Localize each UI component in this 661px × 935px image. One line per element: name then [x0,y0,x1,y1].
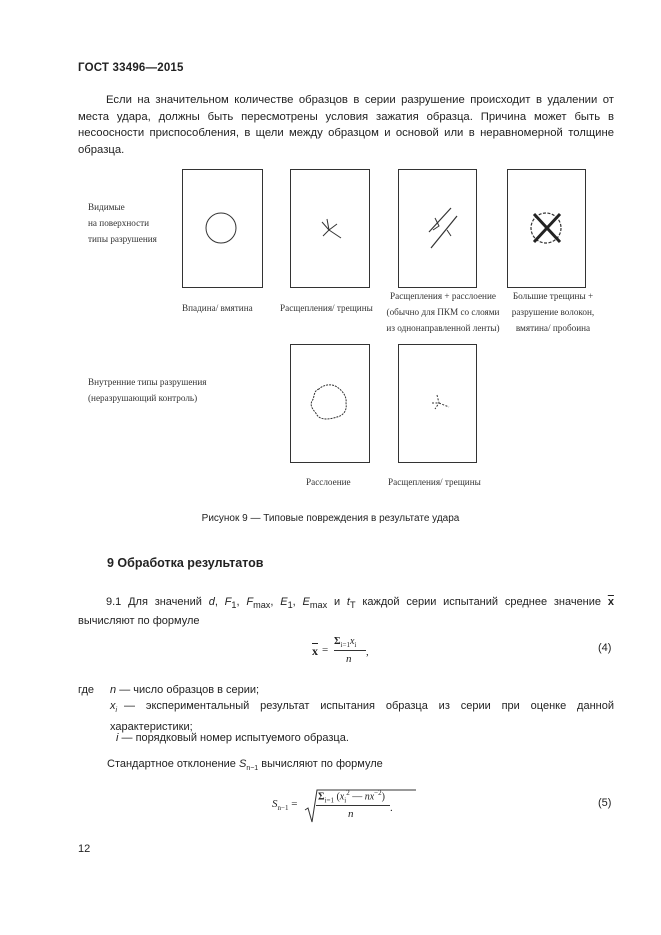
cracks-drawing [291,170,369,287]
std-dev-text: Стандартное отклонение $S_{n-1}$ вычисляют по формуле [107,758,383,773]
figure-box-cracks [290,169,370,288]
caption-cracks: Расщепления/ трещины [280,303,373,313]
split-delam-drawing [399,170,476,287]
figure-box-dent [182,169,263,288]
section-title: 9 Обработка результатов [107,556,264,570]
document-header: ГОСТ 33496—2015 [78,62,184,74]
figure-box-split-delam [398,169,477,288]
figure-caption: Рисунок 9 — Типовые повреждения в результате удара [201,513,460,524]
large-cracks-drawing [508,170,585,287]
equation-number-5: (5) [598,797,612,809]
figure-box-delam [290,344,370,463]
figure-box-cracks-internal [398,344,477,463]
formula-4-lhs: $\overline{x}$ [312,644,318,658]
where-x: $x_i$ — экспериментальный результат испытания образца из серии при оценке данной характеристики; [110,700,614,734]
dent-drawing [183,170,262,287]
caption-split-delam: Расщепления + расслоение (обычно для ПКМ со слоями из однонаправленной ленты) [386,291,500,333]
formula-5-lhs: $S_{n-1}$ = [272,798,298,813]
formula-4: $\overline{x}$ = $\Sigma_{i=1}x_i$ n , [312,636,369,665]
formula-4-denominator: n [346,653,352,665]
caption-large-cracks: Большие трещины + разрушение волокон, вмятина/ пробоина [511,291,595,333]
label-visible: Видимые на поверхности типы разрушения [88,202,157,244]
clause-9-1: 9.1 Для значений d, $F_1$, $F_{max}$, $E_1$, $E_{max}$ и $t_T$ каждой серии испытаний среднее значение $\overline{x}$ вычисляют по формуле [78,596,614,628]
cracks-internal-drawing [399,345,476,462]
formula-4-fraction-line [334,650,366,651]
figure-box-large-cracks [507,169,586,288]
equation-number-4: (4) [598,642,612,654]
formula-5-numerator: $\Sigma_{i=1}$ ($x_i^2$ — $nx^{-2}$) [318,789,385,805]
page-number: 12 [78,843,91,855]
formula-4-numerator: $\Sigma_{i=1}x_i$ [334,636,357,649]
formula-5-denominator: n [348,808,354,820]
formula-5-fraction-line [316,805,390,806]
caption-cracks-internal: Расщепления/ трещины [388,477,481,487]
intro-paragraph: Если на значительном количестве образцов в серии разрушение происходит в удалении от места удара, должны быть пересмотрены условия зажатия образца. Причина может быть в несоосности приспособления, в щели между образцом и основой или в неравномерной толщине образца. [78,94,614,156]
where-n: n — число образцов в серии; [110,684,260,696]
formula-5: $S_{n-1}$ = $\Sigma_{i=1}$ ($x_i^2$ — $nx^{-2}$) n . [272,788,412,824]
delam-drawing [291,345,369,462]
where-label: где [78,684,95,696]
caption-delam: Расслоение [306,477,351,487]
label-internal: Внутренние типы разрушения (неразрушающий контроль) [88,377,207,403]
where-i: i — порядковый номер испытуемого образца. [116,732,349,744]
caption-dent: Впадина/ вмятина [182,303,253,313]
